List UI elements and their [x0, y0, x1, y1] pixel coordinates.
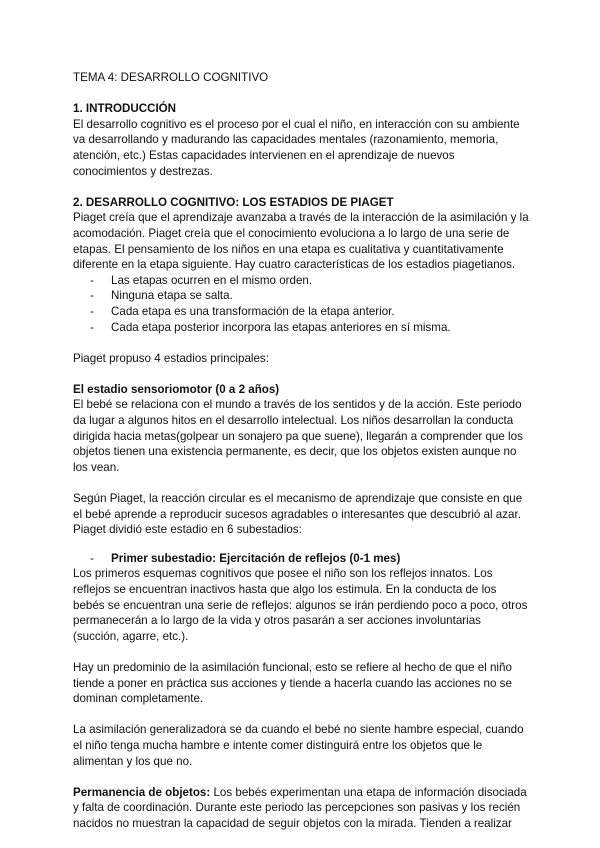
subestadio-heading [73, 551, 530, 567]
paragraph-estadios-principales: Piaget propuso 4 estadios principales: [73, 351, 269, 365]
section-heading-estadios-piaget: 2. DESARROLLO COGNITIVO: LOS ESTADIOS DE PIAGET [73, 195, 394, 209]
document-title: TEMA 4: DESARROLLO COGNITIVO [73, 71, 269, 84]
dash-bullet: - [90, 320, 94, 334]
list-item-text: Cada etapa es una transformación de la etapa anterior. [111, 304, 395, 318]
paragraph-reflejos: Los primeros esquemas cognitivos que posee el niño son los reflejos innatos. Los reflejos se encuentran inactivos hasta que algo los estimula. En la conducta de los bebés se encuentran una serie de reflejos: algunos se irán perdiendo poco a poco, otros permanecerán a lo largo de la vida y otros pasarán a ser acciones involuntarias (succión, agarre, etc.). [73, 567, 528, 643]
list-item-text: Ninguna etapa se salta. [111, 289, 233, 303]
paragraph-sensoriomotor-2: Según Piaget, la reacción circular es el mecanismo de aprendizaje que consiste en que el bebé aprende a reproducir sucesos agradables o interesantes que descubrió al azar. Piaget dividió este estadio en 6 subestadios: [73, 492, 523, 537]
permanencia-objetos-text: Los bebés experimentan una etapa de información disociada y falta de coordinación. Durante este periodo las percepciones son pasivas y los recién nacidos no muestran la capacidad de seguir objetos con la mirada. Tienden a realizar [73, 785, 527, 830]
dash-bullet: - [90, 551, 94, 565]
list-item-text: Las etapas ocurren en el mismo orden. [111, 273, 313, 287]
paragraph-asimilacion-generalizadora: La asimilación generalizadora se da cuando el bebé no siente hambre especial, cuando el niño tenga mucha hambre e intente comer distinguirá entre los objetos que le alimentan y los que no. [73, 723, 524, 768]
section-heading-introduccion: 1. INTRODUCCIÓN [73, 102, 177, 116]
subestadio-heading-text: Primer subestadio: Ejercitación de reflejos (0-1 mes) [111, 551, 401, 565]
dash-bullet: - [90, 289, 94, 303]
permanencia-objetos-label: Permanencia de objetos: [73, 785, 211, 799]
dash-bullet: - [90, 304, 94, 318]
dash-bullet: - [90, 273, 94, 287]
paragraph-introduccion: El desarrollo cognitivo es el proceso por el cual el niño, en interacción con su ambiente va desarrollando y madurando las capacidades mentales (razonamiento, memoria, atención, etc.) Estas capacidades intervienen en el aprendizaje de nuevos conocimientos y destrezas. [73, 117, 520, 178]
paragraph-piaget: Piaget creía que el aprendizaje avanzaba a través de la interacción de la asimilación y la acomodación. Piaget creía que el conocimiento evoluciona a lo largo de una serie de etapas. El pensamiento de los niños en una etapa es cualitativa y cuantitativamente diferente en la etapa siguiente. Hay cuatro características de los estadios piagetianos. [73, 211, 529, 272]
list-item [73, 288, 530, 304]
characteristics-list [73, 273, 530, 335]
list-item [73, 304, 530, 320]
paragraph-asimilacion-funcional: Hay un predominio de la asimilación funcional, esto se refiere al hecho de que el niño tiende a poner en práctica sus acciones y tiende a hacerla cuando las acciones no se dominan completamente. [73, 660, 512, 706]
list-item [73, 273, 530, 289]
paragraph-sensoriomotor-1: El bebé se relaciona con el mundo a través de los sentidos y de la acción. Este periodo da lugar a algunos hitos en el desarrollo intelectual. Los niños desarrollan la conducta dirigida hacia metas(golpear un sonajero pa que suene), llegarán a comprender que los objetos tienen una existencia permanente, es decir, que los objetos existen aunque no los vean. [73, 398, 523, 474]
paragraph-permanencia-objetos [73, 785, 530, 832]
subsection-heading-sensoriomotor: El estadio sensoriomotor (0 a 2 años) [73, 382, 280, 396]
list-item [73, 320, 530, 336]
list-item-text: Cada etapa posterior incorpora las etapas anteriores en sí misma. [111, 320, 451, 334]
